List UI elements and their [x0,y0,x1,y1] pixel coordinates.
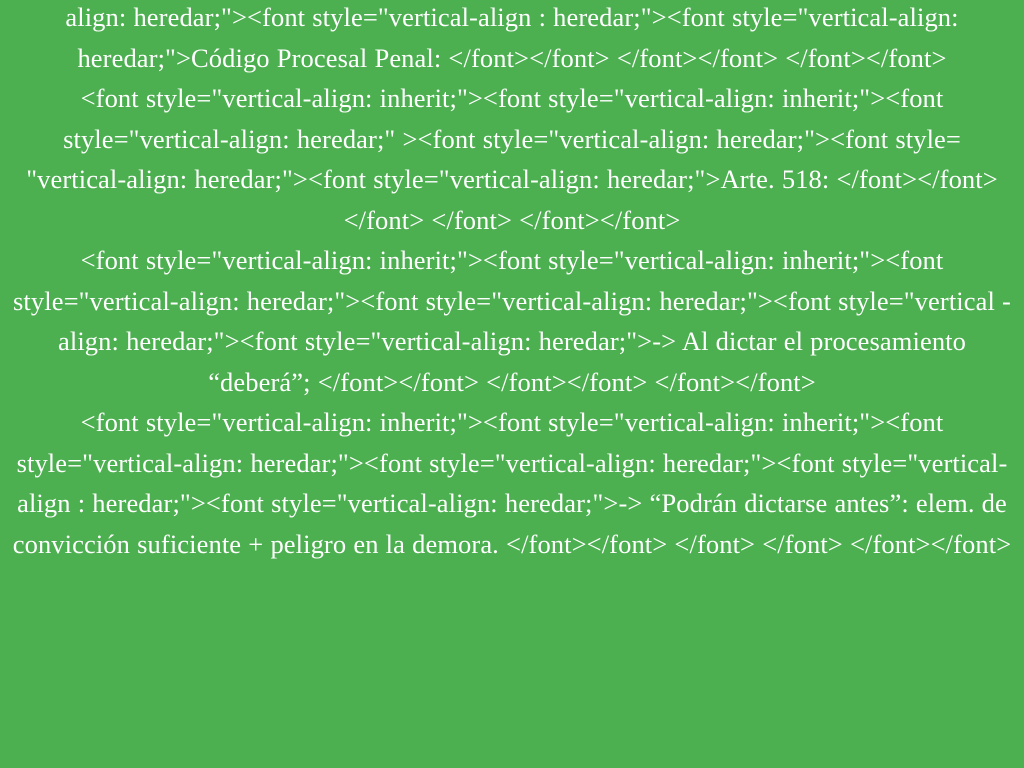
text-block-1: align: heredar;"><font style="vertical-align : heredar;"><font style="vertical-align: heredar;">Código Procesal Penal: </font></font> </font></font> </font></font> [65,2,959,73]
text-block-4: <font style="vertical-align: inherit;"><font style="vertical-align: inherit;"><font style="vertical-align: heredar;"><font style="vertical-align: heredar;"><font style="vertical-align : heredar;"><font style="vertical-align: heredar;">-> “Podrán dictarse antes”: elem. de convicción suficiente + peligro en la demora. </font></font> </font> </font> </font></font> [12,407,1012,559]
text-block-2: <font style="vertical-align: inherit;"><font style="vertical-align: inherit;"><font style="vertical-align: heredar;" ><font style="vertical-align: heredar;"><font style= "vertical-align: heredar;"><font style="vertical-align: heredar;">Arte. 518: </font></font> </font> </font> </font></font> [26,83,998,235]
text-block-3: <font style="vertical-align: inherit;"><font style="vertical-align: inherit;"><font style="vertical-align: heredar;"><font style="vertical-align: heredar;"><font style="vertical -align: heredar;"><font style="vertical-align: heredar;">-> Al dictar el procesamiento “deberá”; </font></font> </font></font> </font></font> [13,245,1011,397]
